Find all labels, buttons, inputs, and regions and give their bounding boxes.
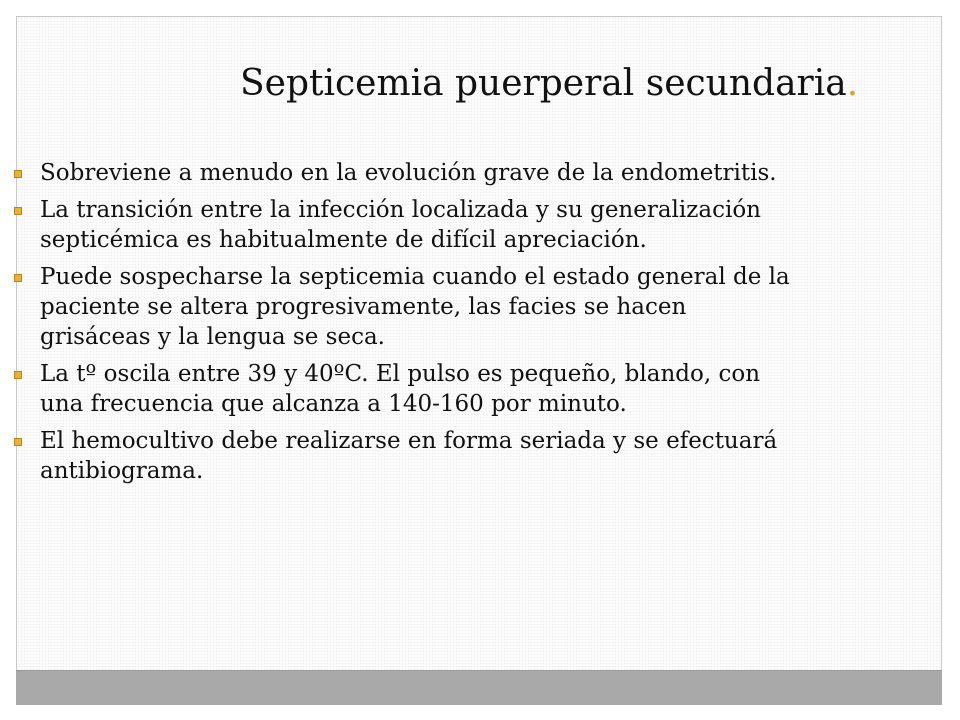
bullet-text: La tº oscila entre 39 y 40ºC. El pulso es pequeño, blando, con una frecuencia que alcanza a 140-160 por minuto. (40, 361, 761, 417)
bullet-item (14, 359, 804, 419)
bullet-list (14, 158, 804, 493)
bullet-item (14, 158, 804, 188)
slide-title-text: Septicemia puerperal secundaria (240, 63, 847, 104)
bullet-text: Sobreviene a menudo en la evolución grave de la endometritis. (40, 160, 777, 186)
square-bullet-icon (14, 371, 22, 379)
square-bullet-icon (14, 438, 22, 446)
slide-title-dot: . (846, 63, 859, 104)
footer-bar (16, 670, 942, 705)
bullet-item (14, 195, 804, 255)
square-bullet-icon (14, 170, 22, 178)
bullet-item (14, 262, 804, 352)
bullet-text: El hemocultivo debe realizarse en forma seriada y se efectuará antibiograma. (40, 428, 778, 484)
bullet-text: La transición entre la infección localizada y su generalización septicémica es habitualmente de difícil apreciación. (40, 197, 761, 253)
square-bullet-icon (14, 207, 22, 215)
slide-title (240, 58, 880, 110)
square-bullet-icon (14, 274, 22, 282)
bullet-item (14, 426, 804, 486)
bullet-text: Puede sospecharse la septicemia cuando el estado general de la paciente se altera progresivamente, las facies se hacen grisáceas y la lengua se seca. (40, 264, 790, 350)
